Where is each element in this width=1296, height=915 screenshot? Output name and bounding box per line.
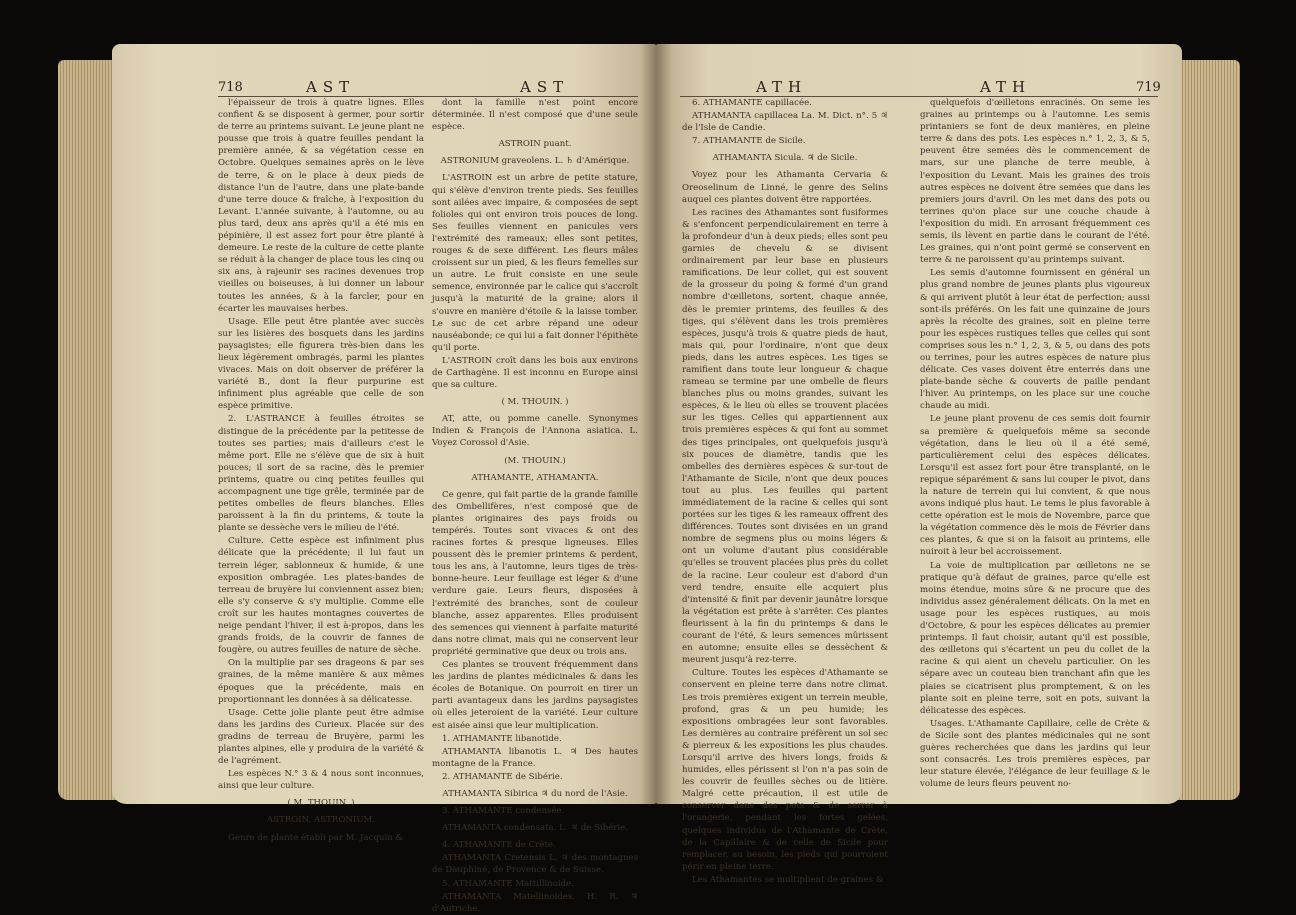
running-head-right-col2: ATH — [980, 78, 1032, 96]
paragraph: ASTROIN, ASTRONIUM. — [266, 815, 376, 826]
running-head-left-col1: AST — [306, 78, 356, 96]
paragraph: Voyez pour les Athamanta Cervaria & Oreoselinum de Linné, le genre des Selins auquel ces plantes doivent être rapportées. — [682, 170, 888, 205]
paragraph: Culture. Toutes les espèces d'Athamante se conservent en pleine terre dans notre climat. Les trois premières exigent un terrein meuble, profond, gras & un peu humide; les expositions ombragées leur sont favorables. Les dernières au contraire préfèrent un sol sec & pierreux & les expositions les plus chaudes. Lorsqu'il arrive des hivers longs, froids & humides, elles périssent si l'on n'a pas soin de les couvrir de feuilles sèches ou de litière. Malgré cette précaution, il est utile de conserver dans des pots & de serrer à l'orangerie, pendant les fortes gelées, quelques individus de l'Athamante de Crète, de la Capillaire & de celle de Sicile pour remplacer, au besoin, les pieds qui pourroient périr en pleine terre. — [682, 668, 888, 872]
paragraph: Culture. Cette espèce est infiniment plus délicate que la précédente; il lui faut un terrein léger, sablonneux & humide, & une exposition ombragée. Les plates-bandes de terreau de bruyère lui conviennent assez bien; elle s'y conserve & s'y multiplie. Comme elle croît sur les hautes montagnes couvertes de neige pendant l'hiver, il est à-propos, dans les grands froids, de la couvrir de fannes de fougère, ou autres feuilles de nature de sèche. — [218, 536, 424, 656]
paragraph: ( M. THOUIN. ) — [287, 798, 355, 809]
paragraph: ATHAMANTA capillacea La. M. Dict. n°. 5 ♃ de l'Isle de Candie. — [682, 111, 888, 134]
paragraph: ATHAMANTA Matellinoides. H. R. ♃ d'Autriche. — [432, 891, 638, 914]
paragraph: Les Athamantes se multiplient de graines & — [692, 874, 884, 885]
left-page-column-2 — [432, 97, 638, 914]
paragraph: Ce genre, qui fait partie de la grande famille des Ombellifères, n'est composé que de plantes originaires des pays froids ou tempérés. Toutes sont vivaces & ont des racines fortes & presque ligneuses. Elles poussent dès le premier printems & perdent, tous les ans, à l'automne, leurs tiges de très-bonne-heure. Leur feuillage est léger & d'une verdure gaie. Leurs fleurs, disposées à l'extrémité des branches, sont de couleur blanche, assez apparentes. Elles produisent des semences qui viennent à parfaite maturité dans notre climat, mais qui ne conservent leur propriété germinative que deux ou trois ans. — [432, 489, 638, 657]
paragraph: ATHAMANTA condensata. L. ♃ de Sibérie. — [442, 823, 628, 834]
page-number-left: 718 — [218, 80, 243, 95]
book-gutter — [640, 44, 672, 804]
book-edge-left — [58, 60, 120, 800]
paragraph: 1. ATHAMANTE libanotide. — [442, 733, 562, 744]
right-page-column-1 — [682, 97, 888, 885]
paragraph: ATHAMANTA Sicula. ♃ de Sicile. — [712, 153, 858, 164]
paragraph: 2. ATHAMANTE de Sibérie. — [442, 771, 563, 782]
paragraph: quelquefois d'œilletons enracinés. On seme les graines au printemps ou à l'automne. Les semis printaniers se font de deux manières, en pleine terre & dans des pots. Les espèces n.° 1, 2, 3, & 5, peuvent être semées dès le commencement de mars, sur une planche de terre meuble, à l'exposition du Levant. Mais les graines des trois autres espèces ne doivent être semées que dans les premiers jours d'avril. On les met dans des pots ou terrines qu'on place sur une couche chaude à l'exposition du midi. En arrosant fréquemment ces semis, ils lèvent en partie dans le courant de l'été. Les graines, qui n'ont point germé se conservent en terre & ne paroissent qu'au printemps suivant. — [920, 98, 1150, 266]
paragraph: Usage. Cette jolie plante peut être admise dans les jardins des Curieux. Placée sur des gradins de terreau de Bruyère, parmi les plantes alpines, elle y produira de la variété & de l'agrément. — [218, 707, 424, 767]
paragraph: Le jeune plant provenu de ces semis doit fournir sa première & quelquefois même sa seconde végétation, dans le lieu où il a été semé, particulièrement celui des espèces délicates. Lorsqu'il est assez fort pour être transplanté, on le repique séparément & sans lui couper le pivot, dans la nature de terrein qui lui convient, & que nous avons indiqué plus haut. Le tems le plus favorable à cette opération est le mois de Novembre, parce que la végétation commence dès le mois de Février dans ces plantes, & que si on la faisoit au printems, elle nuiroit à leur bel accroissement. — [920, 414, 1150, 558]
paragraph: dont la famille n'est point encore déterminée. Il n'est composé que d'une seule espèce. — [432, 98, 638, 133]
paragraph: ATHAMANTE, ATHAMANTA. — [471, 472, 599, 483]
paragraph: Usages. L'Athamante Capillaire, celle de Crète & de Sicile sont des plantes médicinales qui ne sont guères recherchées que dans les jardins qui leur sont consacrés. Les trois premières espèces, par leur stature élevée, l'élégance de leur feuillage & le volume de leurs fleurs peuvent no- — [920, 718, 1150, 790]
page-number-right: 719 — [1136, 80, 1161, 95]
paragraph: ( M. THOUIN. ) — [501, 397, 569, 408]
paragraph: 7. ATHAMANTE de Sicile. — [692, 136, 806, 147]
paragraph: L'ASTROIN est un arbre de petite stature, qui s'élève d'environ trente pieds. Ses feuilles sont ailées avec impaire, & composées de sept folioles qui ont environ trois pouces de long. Ses feuilles viennent en panicules vers l'extrémité des rameaux; elles sont petites, rouges & de sexe différent. Les fleurs mâles croissent sur un pied, & les fleurs femelles sur un autre. Le fruit consiste en une seule semence, environnée par le calice qui s'accroît jusqu'à la maturité de la graine; alors il s'ouvre en manière d'étoile & la laisse tomber. Le suc de cet arbre répand une odeur nauséabonde; ce qui lui a fait donner l'épithète qu'il porte. — [432, 173, 638, 353]
running-head-right-col1: ATH — [756, 78, 808, 96]
paragraph: AT, atte, ou pomme canelle. Synonymes Indien & François de l'Annona asiatica. L. Voyez Corossol d'Asie. — [432, 414, 638, 449]
paragraph: ATHAMANTA Sibirica ♃ du nord de l'Asie. — [442, 788, 628, 799]
right-page-column-2 — [920, 97, 1150, 790]
paragraph: 2. L'ASTRANCE à feuilles étroites se distingue de la précédente par la petitesse de toutes ses parties; mais d'ailleurs c'est le même port. Elle ne s'élève que de six à huit pouces; il sort de sa racine, dès le premier printems, quatre ou cinq petites feuilles qui accompagnent une tige grêle, terminée par de petites ombelles de fleurs blanches. Elles paroissent à la fin du printems, & toute la plante se dessèche vers le milieu de l'été. — [218, 414, 424, 534]
paragraph: Les espèces N.° 3 & 4 nous sont inconnues, ainsi que leur culture. — [218, 769, 424, 792]
paragraph: On la multiplie par ses drageons & par ses graines, de la même manière & aux mêmes époques que la précédente, mais en proportionnant les données à sa délicatesse. — [218, 658, 424, 705]
paragraph: 4. ATHAMANTE de Crète. — [442, 840, 556, 851]
running-head-left-col2: AST — [520, 78, 570, 96]
paragraph: Genre de plante établi par M. Jacquin & — [228, 832, 404, 843]
paragraph: ASTRONIUM graveolens. L. ♄ d'Amérique. — [440, 156, 630, 167]
paragraph: 5. ATHAMANTE Mattillinoide. — [442, 878, 574, 889]
book-edge-right — [1176, 60, 1240, 800]
paragraph: l'épaisseur de trois à quatre lignes. Elles confient & se disposent à germer, pour sortir de terre au printems suivant. Le jeune plant ne pousse que trois à quatre feuilles pendant la première année, & sa végétation cesse en Octobre. Quelques semaines après on le lève de terre, & on le place à deux pieds de distance l'un de l'autre, dans une plate-bande d'une terre douce & fraîche, à l'exposition du Levant. L'année suivante, à l'automne, ou au plus tard, deux ans après qu'il a été mis en pépinière, il est assez fort pour être planté à demeure. Le reste de la culture de cette plante se réduit à la changer de place tous les cinq ou six ans, à rajeunir ses racines devenues trop vieilles ou boiseuses, à lui donner un labour toutes les années, & à la farcler, pour en écarter les mauvaises herbes. — [218, 98, 425, 314]
paragraph: Les racines des Athamantes sont fusiformes & s'enfoncent perpendiculairement en terre à la profondeur d'un à deux pieds; elles sont peu garnies de chevelu & se divisent ordinairement par leur base en plusieurs ramifications. De leur collet, qui est souvent de la grosseur du poing & formé d'un grand nombre d'œilletons, sortent, chaque année, dès le premier printems, des feuilles & des tiges, qui s'élèvent dans les trois premières espèces, jusqu'à trois & quatre pieds de haut, mais qui, pour l'ordinaire, n'ont que deux pieds, dans les autres espèces. Les tiges se ramifient dans toute leur longueur & chaque rameau se termine par une ombelle de fleurs blanches plus ou moins grandes, suivant les espèces, & le lieu où elles se trouvent placées sur les tiges. Celles qui appartiennent aux trois premières espèces & qui font au sommet des tiges principales, ont quelquefois jusqu'à six pouces de diamètre, tandis que les ombelles des dernières espèces & sur-tout de l'Athamante de Sicile, n'ont que deux pouces tout au plus. Les feuilles qui partent immédiatement de la racine & celles qui sont portées sur les tiges & les rameaux offrent des différences. Toutes sont divisées en un grand nombre de segmens plus ou moins légers & ont un volume d'autant plus considérable qu'elles se trouvent placées plus près du collet de la racine. Leur couleur est d'abord d'un verd tendre, ensuite elle acquiert plus d'intensité & finit par devenir jaunâtre lorsque la végétation est prête à s'arrêter. Ces plantes fleurissent à la fin du printemps & dans le courant de l'été, & leurs semences mûrissent en automne; ensuite elles se dessèchent & meurent jusqu'à rez-terre. — [682, 207, 888, 666]
paragraph: ATHAMANTA Cretensis L. ♃ des montagnes de Dauphiné, de Provence & de Suisse. — [432, 853, 638, 876]
paragraph: ATHAMANTA libanotis L. ♃ Des hautes montagne de la France. — [432, 746, 638, 769]
paragraph: 6. ATHAMANTE capillacée. — [692, 98, 812, 108]
left-page-column-1 — [218, 97, 425, 843]
paragraph: Les semis d'automne fournissent en général un plus grand nombre de jeunes plants plus vigoureux & qui arrivent plutôt à leur état de perfection; aussi sont-ils préférés. On les fait une quinzaine de jours après la récolte des graines, soit en pleine terre pour les espèces rustiques telles que celles qui sont comprises sous les n.° 1, 2, 3, & 5, ou dans des pots ou terrines, pour les autres espèces de nature plus délicate. Ces vases doivent être enterrés dans une plate-bande sèche & couverts de paille pendant l'hiver. Au printemps, on les place sur une couche chaude au midi. — [920, 268, 1150, 412]
paragraph: Ces plantes se trouvent fréquemment dans les jardins de plantes médicinales & dans les écoles de Botanique. On pourroit en tirer un parti avantageux dans les jardins paysagistes où elles jeteroient de la variété. Leur culture est aisée ainsi que leur multiplication. — [432, 660, 638, 731]
paragraph: La voie de multiplication par œilletons ne se pratique qu'à défaut de graines, parce qu'elle est moins étendue, moins sûre & ne procure que des individus assez généralement délicats. On la met en usage pour les espèces rustiques, au mois d'Octobre, & pour les espèces délicates au premier printemps. Il faut choisir, autant qu'il est possible, des œilletons qui s'écartent un peu du collet de la racine & qui aient un chevelu particulier. On les sépare avec un couteau bien tranchant afin que les plaies se cicatrisent plus promptement, & on les plante soit en pleine terre, soit en pots, suivant la délicatesse des espèces. — [920, 560, 1150, 716]
paragraph: L'ASTROIN croît dans les bois aux environs de Carthagène. Il est inconnu en Europe ainsi que sa culture. — [432, 355, 638, 391]
paragraph: (M. THOUIN.) — [504, 455, 566, 466]
paragraph: 3. ATHAMANTE condensée. — [442, 806, 565, 817]
paragraph: Usage. Elle peut être plantée avec succès sur les lisières des bosquets dans les jardins paysagistes; elle figurera très-bien dans les lieux légèrement ombragés, parmi les plantes vivaces. Mais on doit observer de préférer la variété B., dont la fleur purpurine est infiniment plus agréable que celle de son espèce primitive. — [218, 316, 424, 412]
paragraph: ASTROIN puant. — [498, 139, 572, 150]
